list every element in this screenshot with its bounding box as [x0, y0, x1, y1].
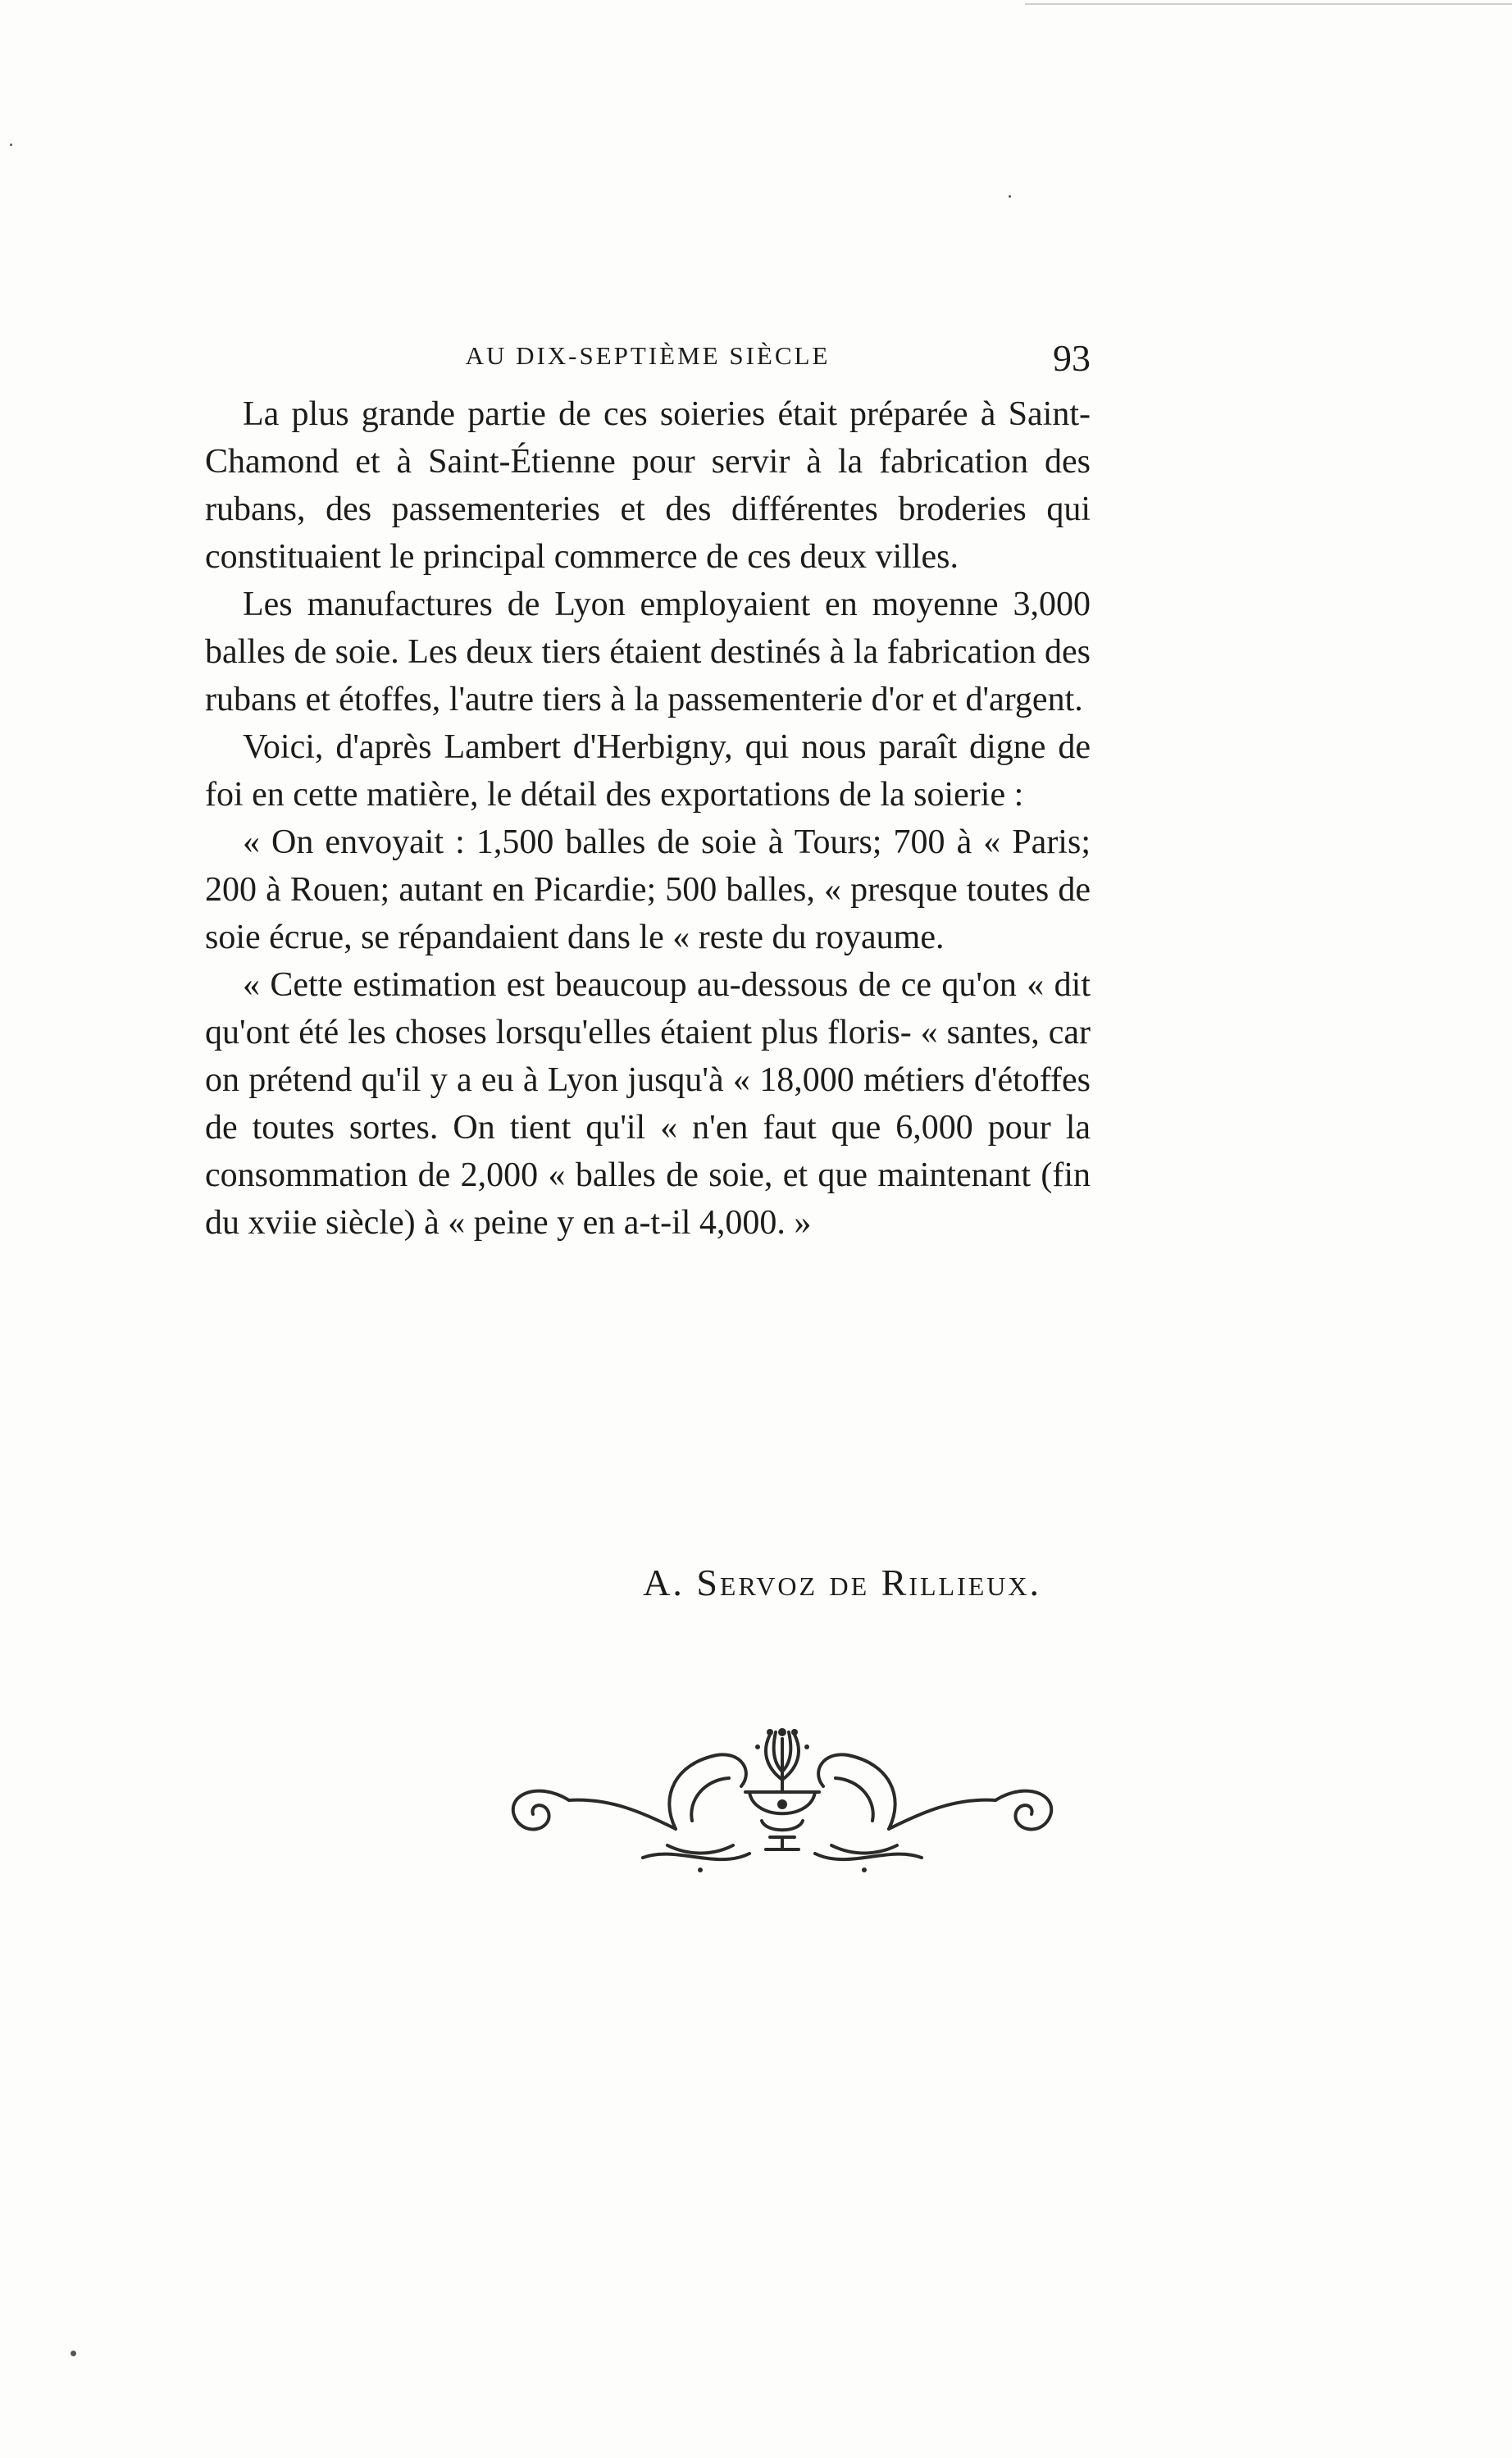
- page-number: 93: [1053, 337, 1091, 379]
- quotation-paragraph-2: « Cette estimation est beaucoup au-dessous de ce qu'on « dit qu'ont été les choses lorsqu'elles étaient plus floris- « santes, car on prétend qu'il y a eu à Lyon jusqu'à « 18,000 métiers d'étoffes de toutes sortes. On tient qu'il « n'en faut que 6,000 pour la consommation de 2,000 « balles de soie, et que maintenant (fin du xviie siècle) à « peine y en a-t-il 4,000. »: [205, 966, 1091, 1242]
- author-signature: A. Servoz de Rillieux.: [643, 1562, 1041, 1603]
- decorative-vase-ornament-icon: [471, 1722, 1094, 1878]
- running-head-title: AU DIX-SEPTIÈME SIÈCLE: [465, 341, 831, 370]
- paragraph-2: Les manufactures de Lyon employaient en moyenne 3,000 balles de soie. Les deux tiers étaient destinés à la fabrication des rubans et étoffes, l'autre tiers à la passementerie d'or et d'argent.: [205, 586, 1091, 718]
- paper-speck: [1009, 195, 1011, 198]
- top-edge-rule: [1025, 3, 1512, 5]
- paragraph-3: Voici, d'après Lambert d'Herbigny, qui nous paraît digne de foi en cette matière, le détail des exportations de la soierie :: [205, 728, 1091, 814]
- paragraph-1: La plus grande partie de ces soieries était préparée à Saint-Chamond et à Saint-Étienne pour servir à la fabrication des rubans, des passementeries et des différentes broderies qui constituaient le principal commerce de ces deux villes.: [205, 395, 1091, 576]
- paper-speck: [71, 2351, 76, 2356]
- paper-speck: [10, 144, 12, 146]
- running-head: [205, 336, 1091, 385]
- body-text: [205, 390, 1091, 1247]
- quotation-paragraph-1: « On envoyait : 1,500 balles de soie à Tours; 700 à « Paris; 200 à Rouen; autant en Picardie; 500 balles, « presque toutes de soie écrue, se répandaient dans le « reste du royaume.: [205, 823, 1091, 956]
